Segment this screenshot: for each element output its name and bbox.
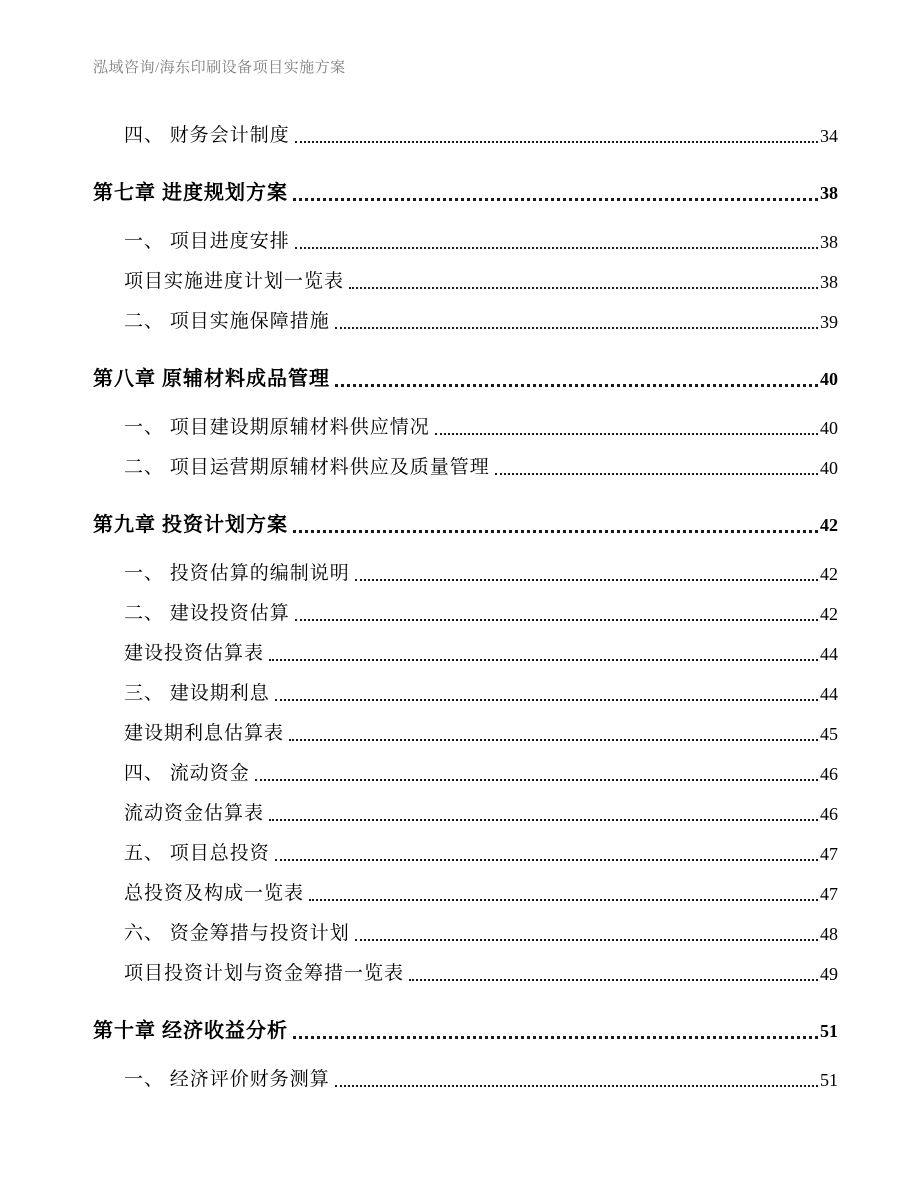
toc-entry[interactable]: [93, 643, 838, 665]
toc-entry-label: 建设期利息估算表: [124, 723, 285, 744]
toc-entry[interactable]: [93, 457, 838, 479]
toc-leader-dots: [335, 1085, 818, 1087]
toc-leader-dots: [355, 939, 818, 941]
toc-entry-page: 40: [820, 418, 838, 438]
toc-entry-page: 51: [820, 1021, 838, 1041]
toc-entry[interactable]: [93, 367, 838, 391]
toc-entry-label: 一、 投资估算的编制说明: [124, 563, 350, 584]
toc-leader-dots: [269, 819, 818, 821]
toc-leader-dots: [275, 699, 818, 701]
toc-entry[interactable]: [93, 311, 838, 333]
toc-entry[interactable]: [93, 923, 838, 945]
toc-leader-dots: [293, 1036, 818, 1039]
toc-entry-label: 二、 项目实施保障措施: [124, 311, 330, 332]
toc-entry-label: 项目投资计划与资金筹措一览表: [124, 963, 405, 984]
toc-entry[interactable]: [93, 513, 838, 537]
toc-entry-label: 第十章 经济收益分析: [93, 1020, 288, 1042]
toc-entry-label: 二、 项目运营期原辅材料供应及质量管理: [124, 457, 490, 478]
toc-leader-dots: [269, 659, 818, 661]
toc-entry-label: 二、 建设投资估算: [124, 603, 290, 624]
toc-entry-label: 总投资及构成一览表: [124, 883, 305, 904]
table-of-contents: [93, 125, 838, 1109]
toc-entry-page: 46: [820, 804, 838, 824]
toc-entry[interactable]: [93, 723, 838, 745]
toc-entry-page: 42: [820, 604, 838, 624]
toc-leader-dots: [295, 619, 818, 621]
toc-entry-page: 38: [820, 183, 838, 203]
toc-leader-dots: [435, 433, 818, 435]
toc-entry-page: 39: [820, 312, 838, 332]
toc-entry[interactable]: [93, 803, 838, 825]
toc-leader-dots: [293, 530, 818, 533]
toc-leader-dots: [335, 327, 818, 329]
toc-entry-page: 40: [820, 458, 838, 478]
toc-entry-page: 42: [820, 564, 838, 584]
toc-leader-dots: [355, 579, 818, 581]
toc-leader-dots: [255, 779, 818, 781]
toc-entry-page: 40: [820, 369, 838, 389]
toc-leader-dots: [349, 287, 818, 289]
toc-entry[interactable]: [93, 125, 838, 147]
toc-entry-page: 38: [820, 272, 838, 292]
toc-entry-page: 44: [820, 644, 838, 664]
toc-entry-page: 51: [820, 1070, 838, 1090]
toc-entry-label: 第八章 原辅材料成品管理: [93, 368, 330, 390]
toc-entry-label: 项目实施进度计划一览表: [124, 271, 345, 292]
toc-entry-page: 42: [820, 515, 838, 535]
toc-entry-label: 第九章 投资计划方案: [93, 514, 288, 536]
toc-entry[interactable]: [93, 1069, 838, 1091]
toc-entry-page: 47: [820, 884, 838, 904]
toc-entry-page: 38: [820, 232, 838, 252]
toc-entry-label: 六、 资金筹措与投资计划: [124, 923, 350, 944]
toc-entry-label: 一、 经济评价财务测算: [124, 1069, 330, 1090]
toc-entry-page: 44: [820, 684, 838, 704]
toc-entry-page: 48: [820, 924, 838, 944]
toc-leader-dots: [409, 979, 818, 981]
toc-entry[interactable]: [93, 231, 838, 253]
toc-entry-label: 一、 项目进度安排: [124, 231, 290, 252]
toc-leader-dots: [295, 141, 818, 143]
toc-entry-label: 流动资金估算表: [124, 803, 265, 824]
toc-entry[interactable]: [93, 763, 838, 785]
toc-leader-dots: [289, 739, 818, 741]
toc-entry[interactable]: [93, 563, 838, 585]
toc-entry-label: 一、 项目建设期原辅材料供应情况: [124, 417, 430, 438]
toc-entry-page: 34: [820, 126, 838, 146]
toc-entry-label: 第七章 进度规划方案: [93, 182, 288, 204]
toc-entry[interactable]: [93, 1019, 838, 1043]
toc-entry[interactable]: [93, 963, 838, 985]
toc-leader-dots: [309, 899, 818, 901]
toc-entry-page: 49: [820, 964, 838, 984]
toc-entry[interactable]: [93, 271, 838, 293]
toc-entry[interactable]: [93, 417, 838, 439]
toc-leader-dots: [293, 198, 818, 201]
toc-entry[interactable]: [93, 843, 838, 865]
toc-entry-label: 五、 项目总投资: [124, 843, 270, 864]
toc-entry-label: 三、 建设期利息: [124, 683, 270, 704]
toc-entry[interactable]: [93, 683, 838, 705]
document-header: 泓域咨询/海东印刷设备项目实施方案: [93, 60, 346, 76]
toc-leader-dots: [495, 473, 818, 475]
toc-entry-label: 建设投资估算表: [124, 643, 265, 664]
toc-leader-dots: [335, 384, 818, 387]
toc-leader-dots: [295, 247, 818, 249]
toc-entry-page: 46: [820, 764, 838, 784]
toc-entry-label: 四、 流动资金: [124, 763, 250, 784]
toc-entry[interactable]: [93, 181, 838, 205]
toc-entry-page: 45: [820, 724, 838, 744]
toc-entry-page: 47: [820, 844, 838, 864]
toc-entry[interactable]: [93, 603, 838, 625]
toc-leader-dots: [275, 859, 818, 861]
toc-entry-label: 四、 财务会计制度: [124, 125, 290, 146]
toc-entry[interactable]: [93, 883, 838, 905]
